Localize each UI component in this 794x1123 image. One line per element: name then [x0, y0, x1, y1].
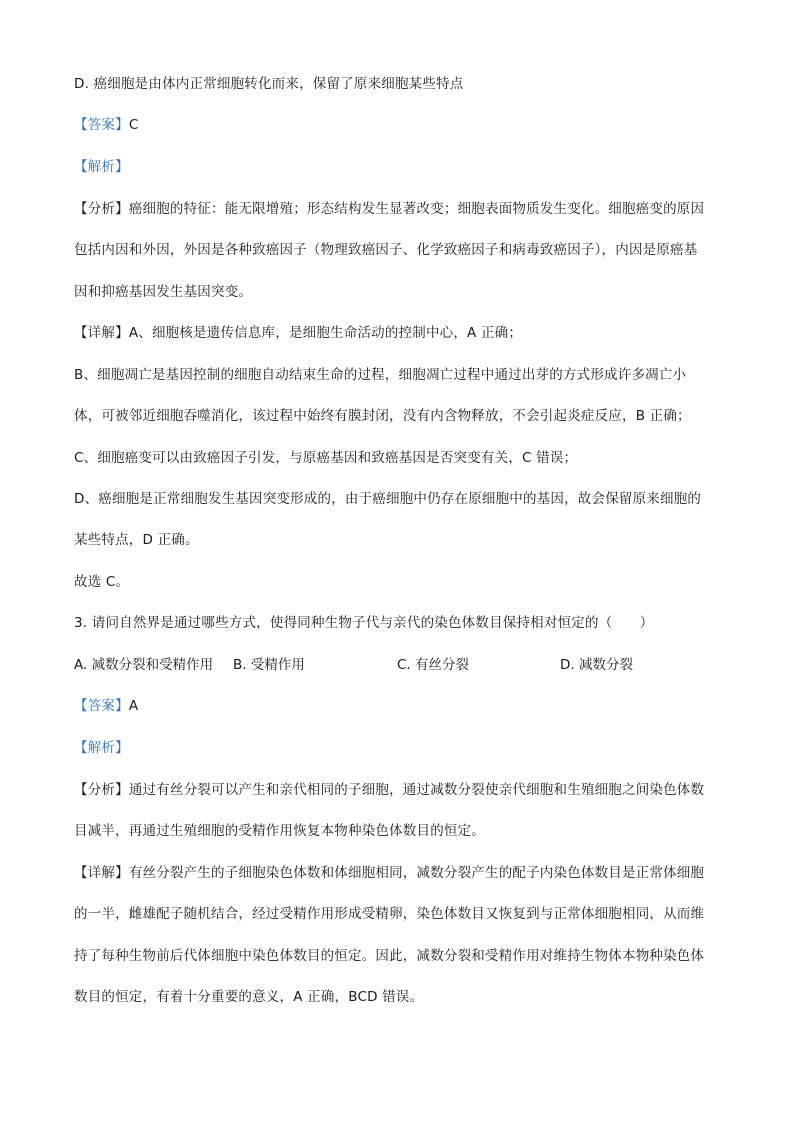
q2-fenxi-line-3: 因和抑癌基因发生基因突变。: [74, 284, 253, 300]
answer-tag: 【答案】: [74, 698, 129, 714]
analysis-tag: 【解析】: [74, 740, 129, 756]
q2-detail-line-d2: 某些特点，D 正确。: [74, 532, 199, 548]
q2-detail-line-b2: 体，可被邻近细胞吞噬消化，该过程中始终有膜封闭，没有内含物释放，不会引起炎症反应，B 正确；: [74, 408, 691, 424]
q2-option-d: D. 癌细胞是由体内正常细胞转化而来，保留了原来细胞某些特点: [74, 76, 464, 92]
q3-fenxi-line-1: [74, 781, 704, 799]
q3-fenxi-line-2: 目减半，再通过生殖细胞的受精作用恢复本物种染色体数目的恒定。: [74, 823, 485, 839]
q3-answer-line: [74, 697, 138, 715]
detail-text: 有丝分裂产生的子细胞染色体数和体细胞相同，减数分裂产生的配子内染色体数目是正常体细胞: [128, 865, 705, 881]
detail-tag: 【详解】: [74, 865, 129, 881]
q3-option-b: B. 受精作用: [233, 657, 305, 673]
q2-detail-line-c: C、细胞癌变可以由致癌因子引发，与原癌基因和致癌基因是否突变有关，C 错误；: [74, 450, 578, 466]
fenxi-tag: 【分析】: [74, 782, 129, 798]
q3-detail-line-1: [74, 864, 704, 882]
fenxi-text: 通过有丝分裂可以产生和亲代相同的子细胞，通过减数分裂使亲代细胞和生殖细胞之间染色体数: [128, 782, 705, 798]
answer-tag: 【答案】: [74, 117, 129, 133]
detail-tag: 【详解】: [74, 325, 129, 341]
fenxi-text: 癌细胞的特征：能无限增殖；形态结构发生显著改变；细胞表面物质发生变化。细胞癌变的原因: [128, 201, 705, 217]
q3-option-a: A. 减数分裂和受精作用: [74, 657, 214, 673]
q3-detail-line-2: 的一半，雌雄配子随机结合，经过受精作用形成受精卵，染色体数目又恢复到与正常体细胞相同，从而维: [74, 906, 705, 922]
q2-answer-line: [74, 116, 138, 134]
q3-detail-line-4: 数目的恒定，有着十分重要的意义，A 正确，BCD 错误。: [74, 989, 424, 1005]
q2-detail-line-d1: D、癌细胞是正常细胞发生基因突变形成的，由于癌细胞中仍存在原细胞中的基因，故会保留原来细胞的: [74, 491, 702, 507]
q3-option-c: C. 有丝分裂: [397, 657, 470, 673]
q2-fenxi-line-2: 包括内因和外因，外因是各种致癌因子（物理致癌因子、化学致癌因子和病毒致癌因子），内因是原癌基: [74, 242, 698, 258]
detail-text: A、细胞核是遗传信息库，是细胞生命活动的控制中心，A 正确；: [128, 325, 523, 341]
q2-analysis-tag: [74, 158, 129, 176]
q2-detail-line-b1: B、细胞凋亡是基因控制的细胞自动结束生命的过程，细胞凋亡过程中通过出芽的方式形成许多凋亡小: [74, 367, 687, 383]
q3-detail-line-3: 持了每种生物前后代体细胞中染色体数目的恒定。因此，减数分裂和受精作用对维持生物体本物种染色体: [74, 948, 705, 964]
answer-value: A: [128, 698, 139, 714]
answer-value: C: [128, 117, 139, 133]
q3-option-d: D. 减数分裂: [560, 657, 633, 673]
q2-detail-line-1: [74, 324, 522, 342]
q3-analysis-tag: [74, 739, 129, 757]
q2-conclusion: 故选 C。: [74, 574, 130, 590]
analysis-tag: 【解析】: [74, 159, 129, 175]
q3-question: 3. 请问自然界是通过哪些方式，使得同种生物子代与亲代的染色体数目保持相对恒定的（ ）: [74, 615, 654, 631]
fenxi-tag: 【分析】: [74, 201, 129, 217]
q2-fenxi-line-1: [74, 200, 704, 218]
